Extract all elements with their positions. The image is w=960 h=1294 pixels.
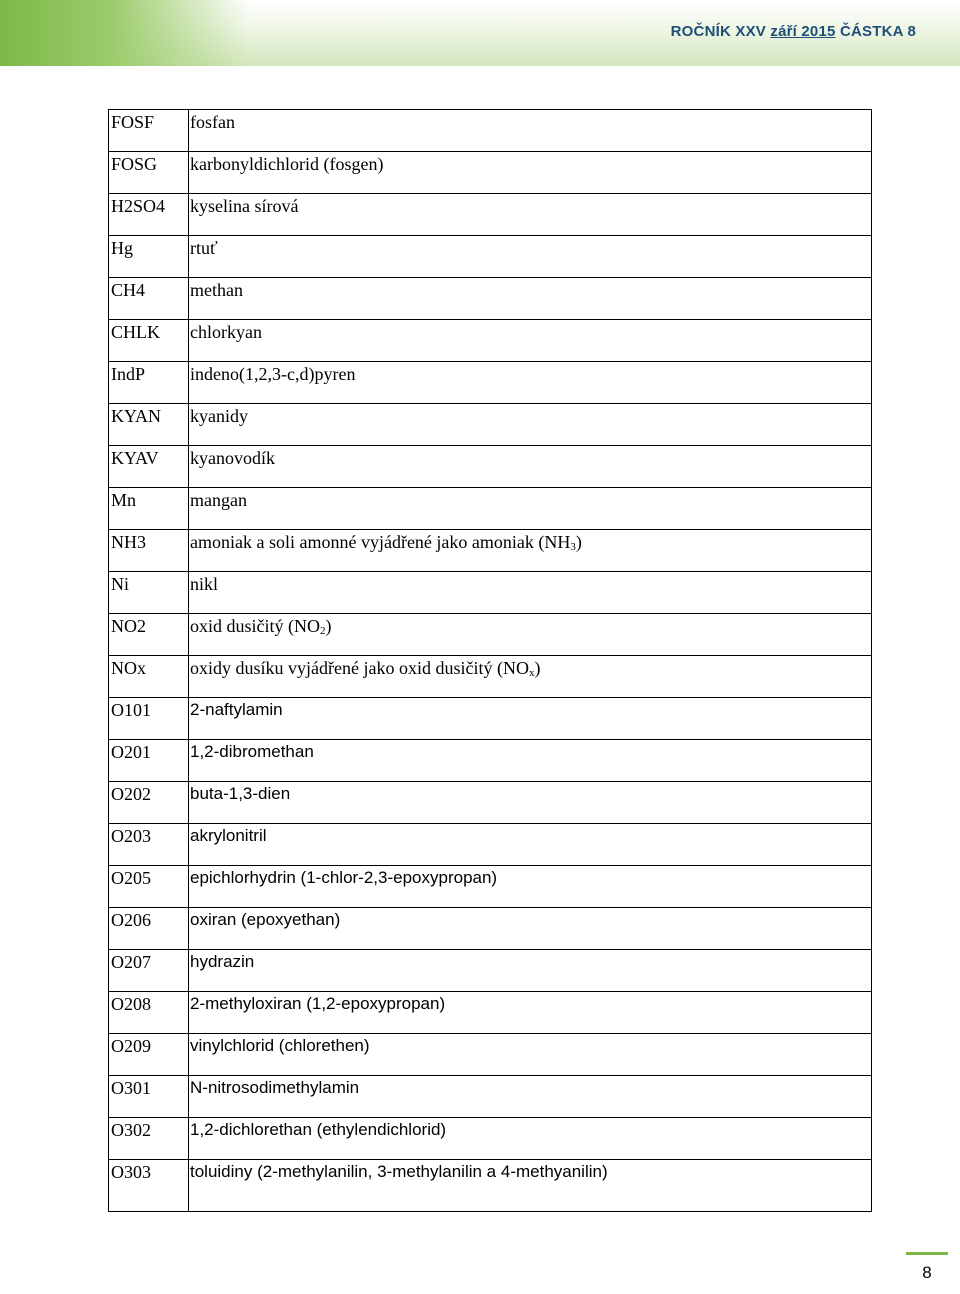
substance-name: mangan <box>189 488 872 530</box>
substance-table <box>108 109 872 1212</box>
substance-name-subscript: 3 <box>570 541 576 553</box>
substance-name: akrylonitril <box>189 824 872 866</box>
substance-code: O207 <box>109 950 189 992</box>
substance-name: indeno(1,2,3-c,d)pyren <box>189 362 872 404</box>
table-row <box>109 530 872 572</box>
substance-name: epichlorhydrin (1-chlor-2,3-epoxypropan) <box>189 866 872 908</box>
substance-code: KYAV <box>109 446 189 488</box>
substance-name: kyselina sírová <box>189 194 872 236</box>
substance-code: KYAN <box>109 404 189 446</box>
substance-name-suffix: ) <box>534 658 541 678</box>
table-row <box>109 320 872 362</box>
substance-code: O208 <box>109 992 189 1034</box>
substance-name: vinylchlorid (chlorethen) <box>189 1034 872 1076</box>
substance-name-suffix: ) <box>575 532 582 552</box>
substance-name-suffix: ) <box>325 616 332 636</box>
substance-code: FOSF <box>109 110 189 152</box>
substance-name: toluidiny (2-methylanilin, 3-methylanilin a 4-methyanilin) <box>189 1160 872 1212</box>
substance-code: O301 <box>109 1076 189 1118</box>
substance-code: Hg <box>109 236 189 278</box>
substance-name: karbonyldichlorid (fosgen) <box>189 152 872 194</box>
substance-code: O201 <box>109 740 189 782</box>
substance-name: kyanidy <box>189 404 872 446</box>
substance-name: 2-methyloxiran (1,2-epoxypropan) <box>189 992 872 1034</box>
header-prefix: ROČNÍK XXV <box>670 23 766 40</box>
header-part: ČÁSTKA 8 <box>839 23 916 40</box>
substance-code: O303 <box>109 1160 189 1212</box>
substance-code: NOx <box>109 656 189 698</box>
table-row <box>109 1034 872 1076</box>
table-row <box>109 614 872 656</box>
header-date: září 2015 <box>770 23 836 40</box>
substance-name: 2-naftylamin <box>189 698 872 740</box>
substance-code: Ni <box>109 572 189 614</box>
header-band <box>0 0 960 66</box>
substance-name: methan <box>189 278 872 320</box>
substance-code: O209 <box>109 1034 189 1076</box>
substance-code: O206 <box>109 908 189 950</box>
table-row <box>109 488 872 530</box>
substance-name-subscript: 2 <box>320 625 326 637</box>
table-row <box>109 908 872 950</box>
substance-name-text: oxid dusičitý (NO <box>190 616 320 636</box>
table-row <box>109 866 872 908</box>
table-row <box>109 824 872 866</box>
substance-code: CHLK <box>109 320 189 362</box>
table-row <box>109 992 872 1034</box>
substance-code: O101 <box>109 698 189 740</box>
table-row <box>109 362 872 404</box>
substance-name <box>189 530 872 572</box>
substance-name: kyanovodík <box>189 446 872 488</box>
substance-code: O202 <box>109 782 189 824</box>
table-row <box>109 782 872 824</box>
table-row <box>109 1118 872 1160</box>
header-title <box>671 23 916 40</box>
page-number: 8 <box>906 1252 948 1294</box>
table-row <box>109 698 872 740</box>
table-row <box>109 656 872 698</box>
table-row <box>109 740 872 782</box>
substance-code: O205 <box>109 866 189 908</box>
substance-name: buta-1,3-dien <box>189 782 872 824</box>
substance-name-text: oxidy dusíku vyjádřené jako oxid dusičitý (NO <box>190 658 529 678</box>
substance-name: rtuť <box>189 236 872 278</box>
substance-name <box>189 656 872 698</box>
substance-code: O203 <box>109 824 189 866</box>
table-row <box>109 236 872 278</box>
substance-name <box>189 614 872 656</box>
substance-name: fosfan <box>189 110 872 152</box>
substance-code: CH4 <box>109 278 189 320</box>
table-row <box>109 1076 872 1118</box>
substance-name: oxiran (epoxyethan) <box>189 908 872 950</box>
header-green-gradient <box>0 0 250 66</box>
table-row <box>109 446 872 488</box>
table-row <box>109 572 872 614</box>
table-row <box>109 278 872 320</box>
table-row <box>109 152 872 194</box>
substance-name: nikl <box>189 572 872 614</box>
table-row <box>109 194 872 236</box>
substance-name: chlorkyan <box>189 320 872 362</box>
substance-name: N-nitrosodimethylamin <box>189 1076 872 1118</box>
substance-name: hydrazin <box>189 950 872 992</box>
table-row <box>109 110 872 152</box>
substance-code: IndP <box>109 362 189 404</box>
table-row <box>109 1160 872 1212</box>
substance-code: Mn <box>109 488 189 530</box>
substance-name: 1,2-dibromethan <box>189 740 872 782</box>
table-row <box>109 404 872 446</box>
table-row <box>109 950 872 992</box>
substance-name-text: amoniak a soli amonné vyjádřené jako amoniak (NH <box>190 532 571 552</box>
substance-code: NO2 <box>109 614 189 656</box>
substance-name: 1,2-dichlorethan (ethylendichlorid) <box>189 1118 872 1160</box>
substance-code: FOSG <box>109 152 189 194</box>
substance-code: O302 <box>109 1118 189 1160</box>
substance-code: NH3 <box>109 530 189 572</box>
substance-code: H2SO4 <box>109 194 189 236</box>
substance-name-subscript: x <box>528 667 535 679</box>
